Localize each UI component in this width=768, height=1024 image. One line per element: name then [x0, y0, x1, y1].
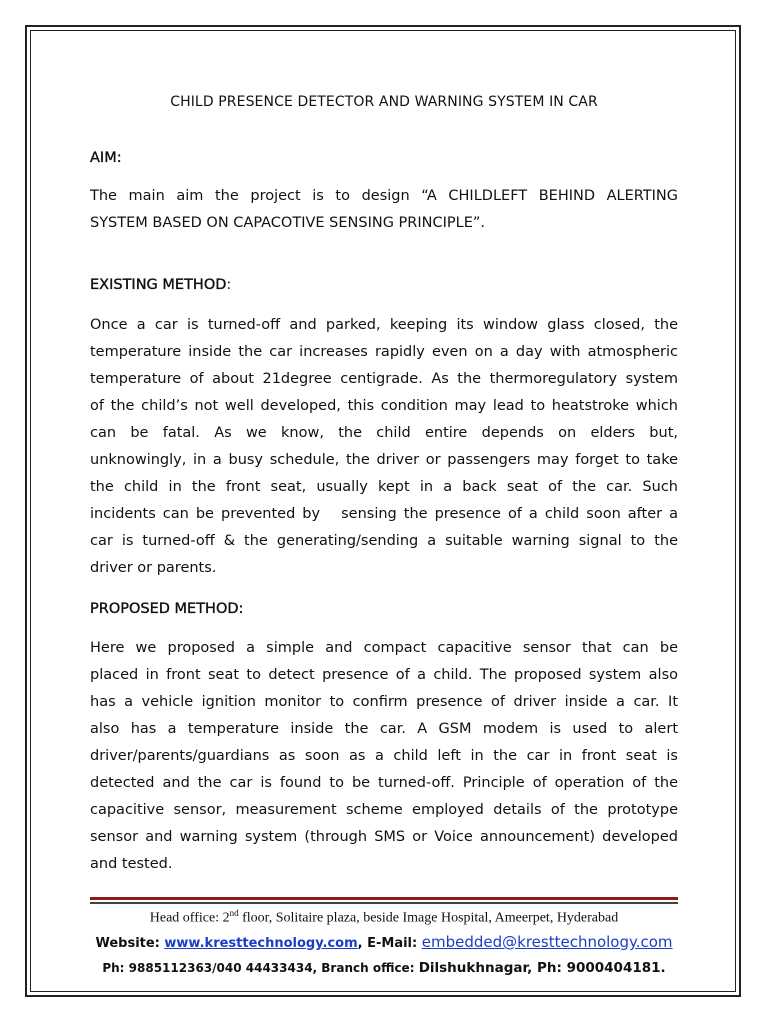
existing-line: Once a car is turned-off and parked, keeping its window glass closed, the	[90, 317, 678, 333]
footer-phone	[90, 960, 678, 976]
existing-method-heading	[90, 277, 231, 293]
proposed-line: placed in front seat to detect presence of a child. The proposed system also	[90, 667, 678, 683]
footer-divider-gray	[90, 902, 678, 904]
footer-divider-red	[90, 897, 678, 900]
existing-line: driver or parents.	[90, 560, 217, 576]
existing-line: unknowingly, in a busy schedule, the driver or passengers may forget to take	[90, 452, 678, 468]
branch-text: Dilshukhnagar, Ph: 9000404181.	[418, 960, 666, 976]
email-link[interactable]: embedded@kresttechnology.com	[421, 933, 673, 951]
proposed-line: driver/parents/guardians as soon as a child left in the car in front seat is	[90, 748, 678, 764]
existing-line: temperature of about 21degree centigrade. As the thermoregulatory system	[90, 371, 678, 387]
phone-text: Ph: 9885112363/040 44433434, Branch office:	[102, 961, 419, 975]
existing-method-paragraph	[90, 312, 678, 582]
head-office-prefix: Head office: 2	[149, 910, 230, 926]
aim-paragraph	[90, 183, 678, 237]
proposed-method-paragraph	[90, 635, 678, 878]
proposed-line: has a vehicle ignition monitor to confirm presence of driver inside a car. It	[90, 694, 678, 710]
existing-line: incidents can be prevented by sensing the presence of a child soon after a	[90, 506, 678, 522]
existing-line: can be fatal. As we know, the child entire depends on elders but,	[90, 425, 678, 441]
footer-head-office	[90, 908, 678, 927]
proposed-line: also has a temperature inside the car. A GSM modem is used to alert	[90, 721, 678, 737]
existing-line: of the child’s not well developed, this condition may lead to heatstroke which	[90, 398, 678, 414]
proposed-line: detected and the car is found to be turned-off. Principle of operation of the	[90, 775, 678, 791]
proposed-method-heading: PROPOSED METHOD:	[90, 601, 244, 617]
proposed-line: capacitive sensor, measurement scheme employed details of the prototype	[90, 802, 678, 818]
aim-heading: AIM:	[90, 150, 122, 166]
head-office-ordinal: nd	[229, 908, 239, 918]
aim-line: The main aim the project is to design “A CHILDLEFT BEHIND ALERTING	[90, 188, 678, 204]
existing-method-heading-colon: :	[226, 277, 232, 293]
existing-method-heading-text: EXISTING METHOD	[90, 277, 227, 293]
website-label: Website:	[95, 936, 165, 951]
head-office-rest: floor, Solitaire plaza, beside Image Hospital, Ameerpet, Hyderabad	[238, 910, 619, 926]
proposed-line: Here we proposed a simple and compact capacitive sensor that can be	[90, 640, 678, 656]
existing-line: temperature inside the car increases rapidly even on a day with atmospheric	[90, 344, 678, 360]
aim-line: SYSTEM BASED ON CAPACOTIVE SENSING PRINCIPLE”.	[90, 215, 485, 231]
existing-line: the child in the front seat, usually kept in a back seat of the car. Such	[90, 479, 678, 495]
document-title: CHILD PRESENCE DETECTOR AND WARNING SYSTEM IN CAR	[170, 94, 598, 110]
footer-contact	[90, 933, 678, 951]
email-label: , E-Mail:	[357, 936, 422, 951]
website-link[interactable]: www.kresttechnology.com	[164, 936, 358, 951]
proposed-line: and tested.	[90, 856, 173, 872]
existing-line: car is turned-off & the generating/sending a suitable warning signal to the	[90, 533, 678, 549]
proposed-line: sensor and warning system (through SMS or Voice announcement) developed	[90, 829, 678, 845]
